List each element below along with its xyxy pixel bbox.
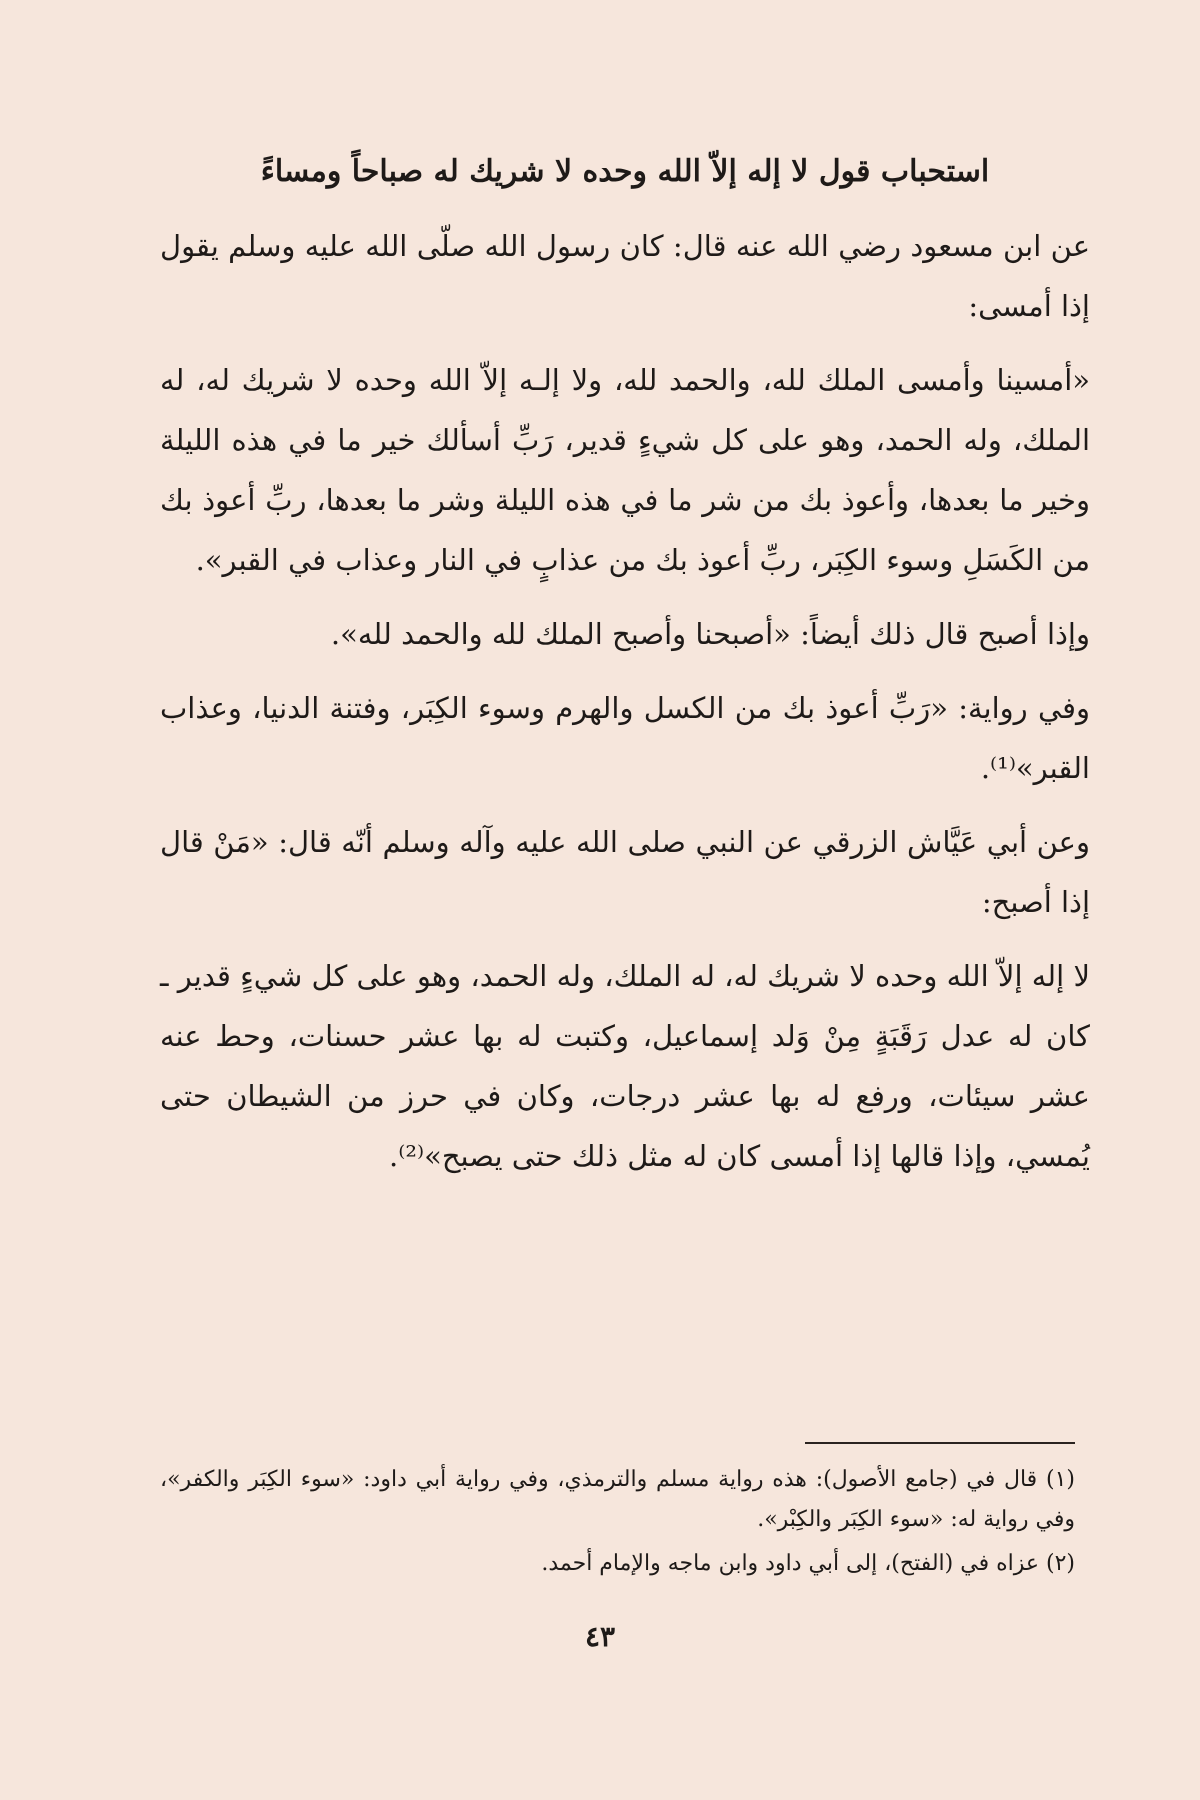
footnote-divider xyxy=(805,1442,1075,1444)
paragraph-3: وإذا أصبح قال ذلك أيضاً: «أصبحنا وأصبح الملك لله والحمد لله». xyxy=(330,617,1090,651)
paragraph-2: «أمسينا وأمسى الملك لله، والحمد لله، ولا إلـه إلاّ الله وحده لا شريك له، له الملك، وله الحمد، وهو على كل شيءٍ قدير، رَبِّ أسألك خير ما في هذه الليلة وخير ما بعدها، وأعوذ بك من شر ما في هذه الليلة وشر ما بعدها، ربِّ أعوذ بك من الكَسَلِ وسوء الكِبَر، ربِّ أعوذ بك من عذابٍ في النار وعذاب في القبر». xyxy=(160,363,1090,577)
paragraph-4: وفي رواية: «رَبِّ أعوذ بك من الكسل والهرم وسوء الكِبَر، وفتنة الدنيا، وعذاب القبر»⁽¹⁾. xyxy=(160,691,1090,785)
paragraph-6: لا إله إلاّ الله وحده لا شريك له، له الملك، وله الحمد، وهو على كل شيءٍ قدير ـ كان له عدل رَقَبَةٍ مِنْ وَلد إسماعيل، وكتبت له بها عشر حسنات، وحط عنه عشر سيئات، ورفع له بها عشر درجات، وكان في حرز من الشيطان حتى يُمسي، وإذا قالها إذا أمسى كان له مثل ذلك حتى يصبح»⁽²⁾. xyxy=(160,959,1090,1173)
paragraph-1: عن ابن مسعود رضي الله عنه قال: كان رسول الله صلّى الله عليه وسلم يقول إذا أمسى: xyxy=(160,229,1090,323)
page-number: ٤٣ xyxy=(584,1620,616,1653)
paragraph-5: وعن أبي عَيَّاش الزرقي عن النبي صلى الله عليه وآله وسلم أنّه قال: «مَنْ قال إذا أصبح: xyxy=(160,825,1090,919)
footnote-1: (١) قال في (جامع الأصول): هذه رواية مسلم والترمذي، وفي رواية أبي داود: «سوء الكِبَر والكفر»، وفي رواية له: «سوء الكِبَر والكِبْر». xyxy=(160,1467,1075,1532)
section-heading: استحباب قول لا إله إلاّ الله وحده لا شريك له صباحاً ومساءً xyxy=(260,154,990,189)
footnote-2: (٢) عزاه في (الفتح)، إلى أبي داود وابن ماجه والإمام أحمد. xyxy=(541,1551,1075,1576)
footnotes xyxy=(160,1460,1075,1588)
main-text xyxy=(160,150,1090,1200)
